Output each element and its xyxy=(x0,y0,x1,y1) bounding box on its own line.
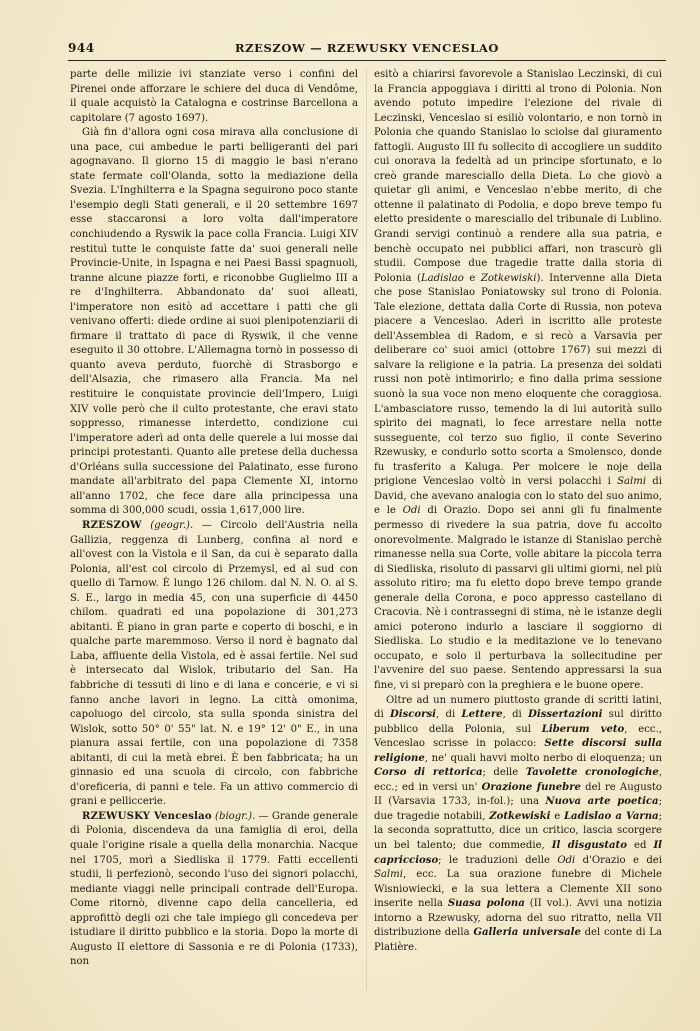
entry-text: — Circolo dell'Austria nella Gallizia, reggenza di Lunberg, confina al nord e all'ovest con la Vistola e il San, da cui è separato dalla Polonia, all'est col circolo di Przemysl, ed al sud con quello di Tarnow. È lungo 126 chilom. dal N. N. O. al S. S. E., largo in media 45, con una superficie di 4450 chilom. quadrati ed una popolazione di 301,273 abitanti. È piano in gran parte e coperto di boschi, e in qualche parte maremmoso. Verso il nord è bagnato dal Laba, affluente della Vistola, ed è assai fertile. Nel sud è intersecato dal Wislok, tributario del San. Ha fabbriche di tessuti di lino e di lana e concerie, e vi si fanno anche lavori in legno. La città omonima, capoluogo del circolo, sta sulla sponda sinistra del Wislok, sotto 50° 0' 55" lat. N. e 19° 12' 0" E., in una pianura assai fertile, con una popolazione di 7358 abitanti, di cui la metà ebrei. È ben fabbricata; ha un ginnasio ed una scuola di circolo, con fabbriche d'oreficeria, di panni e tele. Fa un attivo commercio di grani e pelliccerie. xyxy=(70,519,359,808)
text-run: del re Augusto II (Varsavia 1733, in-fol.); una xyxy=(374,781,663,808)
text-run: , di xyxy=(436,709,462,721)
text-run: Oltre ad un numero piuttosto grande di scritti latini, di xyxy=(374,694,662,721)
text-run: sul diritto pubblico della Polonia, sul xyxy=(374,709,662,735)
work-title: Tavolette cronologiche xyxy=(525,767,659,779)
text-run: ed xyxy=(626,839,654,851)
entry-tag: (biogr.). xyxy=(215,810,256,822)
text-run: , ecc. La sua orazione funebre di Michele Wisniowiecki, e la sua lettera a Clemente XII sono inserite nella xyxy=(374,869,662,910)
right-column xyxy=(374,68,662,955)
entry-rzewusky xyxy=(70,810,358,970)
paragraph-peace-of-ryswik: Già fin d'allora ogni cosa mirava alla conclusione di una pace, cui ambedue le parti belligeranti del pari agognavano. Il giorno 15 di maggio le basi n'erano state fermate coll'Olanda, sotto la mediazione della Svezia. L'Inghilterra e la Spagna seguirono poco stante l'esempio degli Stati generali, e il 20 settembre 1697 esse staccaronsi a loro volta dall'imperatore conchiudendo a Ryswik la pace colla Francia. Luigi XIV restituì tutte le conquiste fatte da' suoi generali nelle Provincie-Unite, in Ispagna e nei Paesi Bassi spagnuoli, tranne alcune piazze forti, e riconobbe Guglielmo III a re d'Inghilterra. Abbandonato da' suoi alleati, l'imperatore non esitò ad accettare i patti che gli venivano offerti: diede ordine ai suoi plenipotenziarii di firmare il trattato di pace di Ryswik, il che venne eseguito il 30 ottobre. L'Allemagna tornò in possesso di quanto aveva perduto, fuorchè di Strasborgo e dell'Alsazia, che rimasero alla Francia. Ma nel restituire le conquistate provincie dell'Impero, Luigi XIV volle però che il culto protestante, che eravi stato soppresso, rimanesse interdetto, condizione cui l'imperatore aderì ad onta delle querele a lui mosse dai principi protestanti. Quanto alle pretese della duchessa d'Orléans sulla successione del Palatinato, esse furono mandate all'arbitrato del papa Clemente XI, intorno all'anno 1702, che fece dare alla principessa una somma di 300,000 scudi, ossia 1,617,000 lire. xyxy=(70,127,358,517)
work-title: Corso di rettorica xyxy=(374,767,483,779)
work-title: Il disgustato xyxy=(551,839,627,851)
text-run: ; due tragedie notabili, xyxy=(374,796,662,822)
text-run: del conte di La Platière. xyxy=(374,927,662,953)
work-title: Zotkewiski xyxy=(489,810,551,822)
work-title: Sette discorsi sulla religione xyxy=(374,738,662,764)
text-run: di Orazio. Dopo sei anni gli fu finalmente permesso di rivedere la sua patria, dove fu accolto onorevolmente. Malgrado le istanze di Stanislao perchè rimanesse nella sua Corte, volle abitare la piccola terra di Siedliska, risoluto di passarvi gli ultimi giorni, nel più assoluto ritiro; ma fu eletto dopo breve tempo grande generale della Corona, e poco appresso castellano di Cracovia. Nè i contrassegni di stima, nè le istanze degli amici poterono indurlo a lasciare il soggiorno di Siedliska. Lo studio e la meditazione ve lo tenevano occupato, e solo il perturbava la sollecitudine per l'avvenire del suo paese. Sentendo appressarsi la sua fine, vi si preparò con la preghiera e le buone opere. xyxy=(374,505,663,691)
work-title: Liberum veto xyxy=(541,723,625,735)
paragraph-works xyxy=(374,694,662,956)
column-divider xyxy=(366,70,367,990)
text-run: , ecc.; ed in versi un' xyxy=(374,767,662,793)
running-title: RZESZOW — RZEWUSKY VENCESLAO xyxy=(235,41,499,55)
text-run: ; delle xyxy=(482,767,526,779)
entry-headword: RZESZOW xyxy=(82,519,142,531)
work-title: Zotkewiski xyxy=(480,272,537,284)
paragraph-biography-continued xyxy=(374,68,662,694)
text-run: e xyxy=(463,272,481,284)
text-run: , ne' quali havvi molto nerbo di eloquenza; un xyxy=(424,752,662,764)
entry-text: — Grande generale di Polonia, discendeva da una famiglia di eroi, della quale l'origine risale a quella della monarchia. Nacque nel 1705, morì a Siedliska il 1779. Fatti eccellenti studii, li perfezionò, secondo l'uso dei signori polacchi, mediante viaggi nelle principali contrade dell'Europa. Come ritornò, divenne capo della cancelleria, ed approfittò degli ozi che tale impiego gli concedeva per istudiare il diritto pubblico e la storia. Dopo la morte di Augusto II elettore di Sassonia e re di Polonia (1733), non xyxy=(70,810,358,968)
work-title: Galleria universale xyxy=(473,927,581,939)
left-column xyxy=(70,68,358,970)
paragraph-continuation: parte delle milizie ivi stanziate verso i confini del Pirenei onde afforzare le schiere del duca di Vendôme, il quale acquistò la Catalogna e costrinse Barcellona a capitolare (7 agosto 1697). xyxy=(70,69,358,124)
text-run: ; le traduzioni delle xyxy=(438,854,558,866)
work-title: Discorsi xyxy=(390,709,436,721)
work-title: Il capriccioso xyxy=(374,839,663,866)
text-run: , di xyxy=(502,709,529,721)
work-title: Ladislao xyxy=(420,272,464,284)
work-title: Salmi xyxy=(374,869,403,881)
entry-rzeszow xyxy=(70,519,358,810)
text-run: , ecc., Venceslao scrisse in polacco: xyxy=(374,723,662,750)
text-run: e xyxy=(550,810,564,822)
work-title: Nuova arte poetica xyxy=(545,796,659,808)
text-run: ; la seconda soprattutto, dice un critico, lascia scorgere un bel talento; due commedie, xyxy=(374,810,662,851)
page-header xyxy=(68,38,666,61)
text-run: ). Intervenne alla Dieta che pose Stanislao Poniatowsky sul trono di Polonia. Tale elezione, dettata dalla Corte di Russia, non poteva piacere a Venceslao. Aderì in iscritto alle proteste dell'Assemblea di Radom, e si recò a Varsavia per deliberare co' suoi amici (ottobre 1767) sui mezzi di salvare la religione e la patria. La presenza dei soldati russi non potè intimorirlo; e fino dalla prima sessione suonò la sua voce non meno eloquente che coraggiosa. L'ambasciatore russo, temendo la di lui autorità sullo spirito dei magnati, lo fece arrestare nella notte susseguente, col terzo suo figlio, il conte Severino Rzewusky, e condurlo sotto scorta a Smolensco, donde fu trasferito a Kaluga. Per molcere le noje della prigione Venceslao voltò in versi polacchi i xyxy=(374,272,662,488)
work-title: Lettere xyxy=(461,709,503,721)
entry-tag: (geogr.). xyxy=(150,519,194,531)
work-title: Odi xyxy=(402,505,421,517)
work-title: Salmi xyxy=(617,476,647,488)
page-number: 944 xyxy=(68,41,95,55)
text-run: d'Orazio e dei xyxy=(575,854,662,866)
text-run: di David, che avevano analogia con lo stato del suo animo, e le xyxy=(374,476,662,517)
entry-headword: RZEWUSKY Venceslao xyxy=(82,810,212,822)
work-title: Dissertazioni xyxy=(528,709,603,721)
work-title: Orazione funebre xyxy=(481,781,581,793)
text-run: esitò a chiarirsi favorevole a Stanislao Leczinski, di cui la Francia appoggiava i diritti al trono di Polonia. Non avendo potuto impedire l'elezione del rivale di Leczinski, Venceslao si esiliò volontario, e non tornò in Polonia che quando Stanislao lo sciolse dal giuramento fattogli. Augusto III fu sollecito di accogliere un suddito cui onorava la fedeltà ad un principe sfortunato, e lo creò grande maresciallo della Dieta. Lo che giovò a quietar gli animi, e Venceslao n'ebbe merito, di che ottenne il palatinato di Podolia, e dopo breve tempo fu eletto presidente o maresciallo del tribunale di Lublino. Grandi servigi continuò a rendere alla sua patria, e benchè occupato nei pubblici affari, non trascurò gli studii. Compose due tragedie tratte dalla storia di Polonia ( xyxy=(374,69,662,284)
work-title: Suasa polona xyxy=(447,898,525,910)
work-title: Ladislao a Varna xyxy=(563,810,659,822)
text-run: (II vol.). Avvi una notizia intorno a Rzewusky, adorna del suo ritratto, nella VII distribuzione della xyxy=(374,898,662,939)
work-title: Odi xyxy=(557,854,576,866)
